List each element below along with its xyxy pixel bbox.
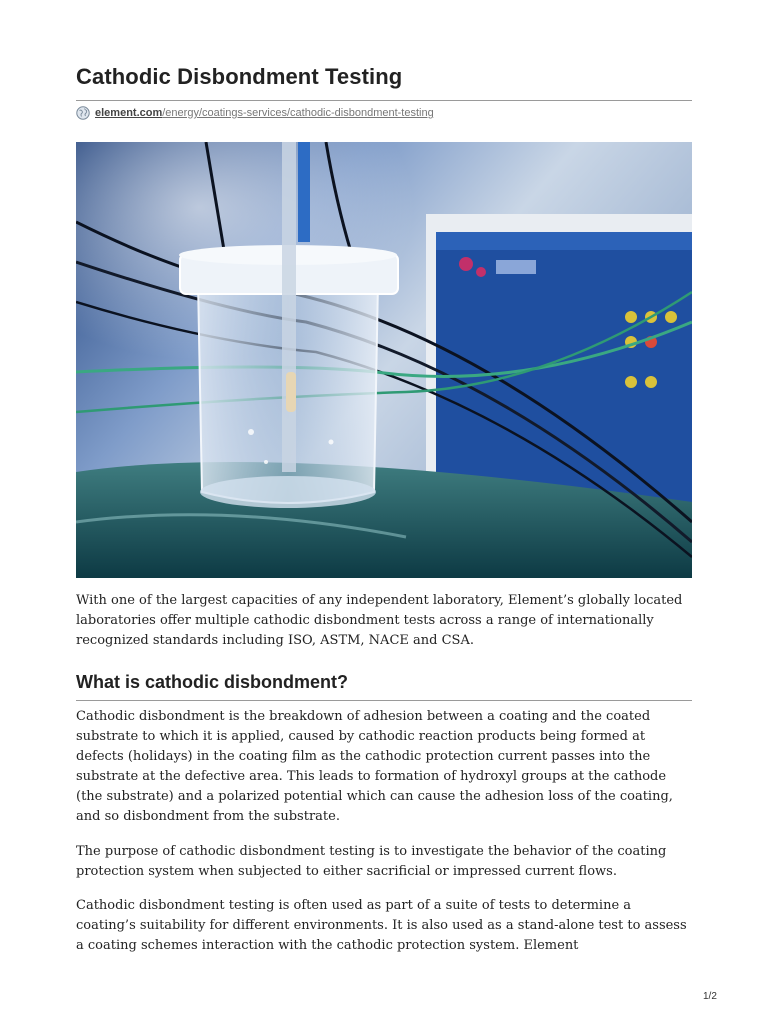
source-path[interactable]: /energy/coatings-services/cathodic-disbondment-testing: [162, 107, 434, 119]
page-title: Cathodic Disbondment Testing: [76, 64, 403, 89]
source-link[interactable]: [76, 105, 434, 121]
lab-photo: [76, 142, 692, 578]
body-paragraph: The purpose of cathodic disbondment testing is to investigate the behavior of the coating protection system when subjected to either sacrificial or impressed current flows.: [76, 844, 667, 879]
source-domain[interactable]: element.com: [95, 107, 163, 119]
globe-icon: [76, 106, 90, 120]
heading-divider: [76, 700, 692, 701]
title-divider: [76, 100, 692, 101]
body-paragraph: Cathodic disbondment is the breakdown of adhesion between a coating and the coated substrate to which it is applied, caused by cathodic reaction products being formed at defects (holidays) in the coating film as the cathodic protection current passes into the substrate at the defective area. This leads to formation of hydroxyl groups at the cathode (the substrate) and a polarized potential which can cause the adhesion loss of the coating, and so disbondment from the substrate.: [76, 709, 673, 824]
intro-paragraph: With one of the largest capacities of any independent laboratory, Element’s globally located laboratories offer multiple cathodic disbondment tests across a range of internationally recognized standards including ISO, ASTM, NACE and CSA.: [76, 593, 683, 648]
page-number: 1/2: [703, 991, 717, 1002]
section-heading: What is cathodic disbondment?: [76, 672, 349, 692]
body-paragraph: Cathodic disbondment testing is often used as part of a suite of tests to determine a coating’s suitability for different environments. It is also used as a stand-alone test to assess a coating schemes interaction with the cathodic protection system. Element: [76, 898, 687, 953]
